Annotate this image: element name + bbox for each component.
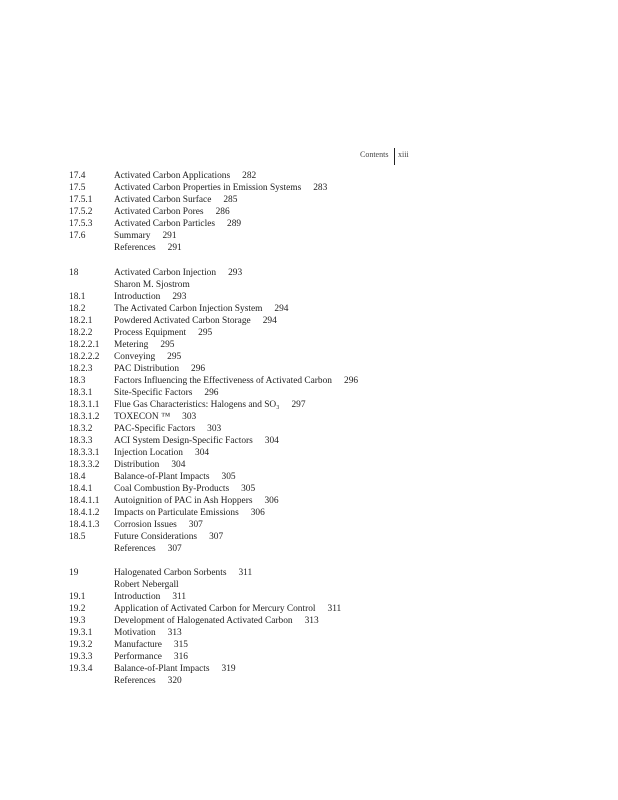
toc-entry-number: 18.3.3.1 [69,447,100,458]
toc-entry-number: 18.2 [69,303,86,314]
toc-entry [69,459,509,471]
toc-entry-title-text: Balance-of-Plant Impacts [114,664,210,674]
toc-entry-number: 17.5 [69,183,86,193]
toc-entry-title-text: Process Equipment [114,327,187,338]
toc-entry [69,471,509,483]
toc-entry-title [114,242,182,254]
toc-entry [69,339,509,351]
toc-entry-title-text: References [114,543,156,554]
section-spacer [69,254,509,267]
toc-entry-number: 17.5.3 [69,219,93,229]
toc-entry [69,519,509,531]
toc-entry-title-text: Powdered Activated Carbon Storage [114,315,251,326]
toc-entry-title-text: PAC-Specific Factors [114,423,196,434]
toc-entry [69,194,509,206]
toc-entry-title-text: References [114,676,156,686]
toc-entry-title [114,651,188,663]
toc-entry-title [114,615,319,627]
table-of-contents [69,170,509,687]
toc-entry-number: 18.4.1.2 [69,507,100,518]
toc-entry-number: 19.1 [69,592,86,602]
toc-entry-title-text: Performance [114,652,162,662]
toc-entry-page: 295 [160,339,175,350]
toc-entry-number: 18.2.1 [69,315,93,326]
toc-entry-number: 17.5.2 [69,207,93,217]
toc-entry-page: 313 [304,616,319,626]
toc-entry-title-text: Summary [114,231,151,241]
toc-entry-number: 18.2.2.2 [69,351,100,362]
toc-entry [69,303,509,315]
toc-entry-title-text: Coal Combustion By-Products [114,483,230,494]
toc-entry-title-text: Activated Carbon Pores [114,207,204,217]
toc-entry-page: 286 [215,207,230,217]
toc-entry-number: 18.4.1.3 [69,519,100,530]
toc-entry-page: 296 [204,387,219,398]
toc-entry [69,651,509,663]
toc-entry [69,170,509,182]
toc-entry-title [114,363,205,375]
toc-entry-title [114,543,182,555]
toc-entry [69,567,509,579]
toc-entry-title-text: Activated Carbon Injection [114,267,217,278]
toc-entry-page: 319 [221,664,236,674]
toc-entry-number: 17.5.1 [69,195,93,205]
toc-entry [69,591,509,603]
toc-entry-title-text: Activated Carbon Surface [114,195,212,205]
toc-entry-page: 304 [171,459,186,470]
toc-entry-title [114,279,202,291]
toc-entry-page: 303 [207,423,222,434]
toc-entry-number: 19.3.2 [69,640,93,650]
toc-entry-title-text: Impacts on Particulate Emissions [114,507,239,518]
toc-entry-title [114,531,223,543]
toc-entry [69,387,509,399]
toc-entry-title-text: Autoignition of PAC in Ash Hoppers [114,495,253,506]
toc-entry-title [114,182,327,194]
toc-entry-page: 303 [182,411,197,422]
toc-entry-title-text: Activated Carbon Properties in Emission Systems [114,183,302,193]
toc-entry [69,182,509,194]
toc-entry [69,663,509,675]
toc-entry-title-text: Balance-of-Plant Impacts [114,471,210,482]
toc-entry-page: 304 [264,435,279,446]
toc-entry-title-text: Factors Influencing the Effectiveness of Activated Carbon [114,375,332,386]
toc-entry [69,495,509,507]
toc-entry-title-text: Conveying [114,351,156,362]
toc-entry-title [114,387,218,399]
toc-entry [69,327,509,339]
toc-entry-number: 18.3.3.2 [69,459,100,470]
toc-entry-title-text: Motivation [114,628,156,638]
header-title: Contents [360,150,389,159]
toc-entry-title [114,435,279,447]
toc-entry [69,435,509,447]
toc-entry-title-text: PAC Distribution [114,363,180,374]
toc-entry-page: 285 [223,195,238,205]
toc-entry-title-text: References [114,243,156,253]
toc-entry-title-text: Flue Gas Characteristics: Halogens and SO₃ [114,399,280,410]
toc-entry-title [114,483,255,495]
toc-entry-title [114,459,185,471]
toc-entry-number: 17.6 [69,231,86,241]
toc-entry-title [114,194,237,206]
toc-entry-title-text: Introduction [114,592,161,602]
toc-entry-title [114,663,236,675]
toc-entry-title-text: Distribution [114,459,160,470]
toc-entry-page: 296 [344,375,359,386]
toc-entry [69,315,509,327]
toc-entry [69,507,509,519]
toc-entry-page: 291 [162,231,177,241]
toc-entry [69,543,509,555]
toc-entry-number: 17.4 [69,171,86,181]
toc-entry-page: 311 [327,604,342,614]
toc-entry-page: 283 [313,183,328,193]
toc-entry-number: 18.3.2 [69,423,93,434]
toc-entry-title [114,567,252,579]
toc-entry-page: 305 [241,483,256,494]
toc-entry [69,531,509,543]
toc-entry-title [114,579,191,591]
toc-entry-number: 18.4.1.1 [69,495,100,506]
toc-entry [69,483,509,495]
toc-entry-title [114,206,230,218]
toc-entry-number: 18.3 [69,375,86,386]
toc-entry [69,206,509,218]
toc-entry-title-text: TOXECON ™ [114,411,171,422]
toc-entry [69,279,509,291]
toc-entry [69,267,509,279]
toc-entry [69,627,509,639]
toc-entry-title-text: Sharon M. Sjostrom [114,279,190,290]
toc-entry-title-text: Injection Location [114,447,183,458]
toc-entry-page: 307 [209,531,224,542]
toc-entry-title-text: Introduction [114,291,161,302]
toc-entry-page: 304 [195,447,210,458]
toc-entry-title [114,375,358,387]
toc-entry-title [114,627,182,639]
toc-entry-page: 307 [188,519,203,530]
toc-entry-number: 18.1 [69,291,86,302]
toc-entry-title [114,411,196,423]
toc-entry-number: 18.3.1 [69,387,93,398]
toc-entry-number: 18.5 [69,531,86,542]
toc-entry-page: 313 [167,628,182,638]
toc-entry [69,399,509,411]
toc-entry [69,351,509,363]
toc-entry-page: 294 [262,315,277,326]
toc-entry [69,375,509,387]
toc-entry-title-text: The Activated Carbon Injection System [114,303,263,314]
toc-entry [69,423,509,435]
toc-entry-number: 18.2.2 [69,327,93,338]
toc-entry [69,242,509,254]
toc-entry-title [114,471,236,483]
toc-entry [69,218,509,230]
toc-entry-title [114,447,209,459]
toc-entry-page: 316 [173,652,188,662]
toc-entry-title [114,675,182,687]
toc-entry [69,675,509,687]
toc-entry-number: 18.2.2.1 [69,339,100,350]
toc-entry-title [114,507,265,519]
toc-entry-number: 19.3.3 [69,652,93,662]
toc-entry-title [114,495,279,507]
toc-entry-number: 18.4 [69,471,86,482]
toc-entry [69,447,509,459]
toc-entry-page: 297 [291,399,306,410]
toc-entry-title-text: Activated Carbon Applications [114,171,231,181]
toc-entry [69,230,509,242]
toc-entry-title [114,591,186,603]
toc-entry-number: 19.3.1 [69,628,93,638]
toc-entry-title [114,519,203,531]
toc-entry-page: 306 [264,495,279,506]
toc-entry-title [114,303,288,315]
toc-entry-page: 289 [227,219,242,229]
toc-entry-title [114,327,212,339]
toc-entry-page: 296 [191,363,206,374]
toc-entry-page: 282 [242,171,257,181]
toc-entry-page: 293 [172,291,187,302]
toc-entry-title-text: Application of Activated Carbon for Mercury Control [114,604,316,614]
toc-entry-title [114,218,241,230]
toc-entry [69,291,509,303]
toc-entry-number: 18.3.3 [69,435,93,446]
toc-entry-title [114,267,242,279]
section-spacer [69,555,509,568]
toc-entry-number: 19.3.4 [69,664,93,674]
toc-entry-title [114,399,306,411]
toc-entry-number: 19 [69,568,79,578]
toc-entry-page: 306 [250,507,265,518]
toc-entry-page: 295 [167,351,182,362]
toc-entry-number: 18 [69,267,79,278]
toc-entry-title [114,639,188,651]
toc-entry-number: 19.3 [69,616,86,626]
toc-entry-title-text: Development of Halogenated Activated Carbon [114,616,293,626]
toc-entry [69,615,509,627]
toc-entry [69,363,509,375]
toc-entry-title [114,291,186,303]
toc-entry-page: 291 [167,243,182,253]
toc-entry-number: 18.4.1 [69,483,93,494]
toc-entry-title-text: Robert Nebergall [114,580,179,590]
toc-entry [69,579,509,591]
toc-entry-title [114,230,177,242]
toc-entry-page: 305 [221,471,236,482]
toc-entry-number: 18.3.1.1 [69,399,100,410]
running-header [360,150,409,159]
toc-entry-number: 18.3.1.2 [69,411,100,422]
toc-entry-title-text: Future Considerations [114,531,198,542]
toc-entry-title [114,423,221,435]
toc-entry [69,411,509,423]
toc-entry-page: 320 [167,676,182,686]
toc-entry [69,603,509,615]
toc-entry [69,639,509,651]
toc-entry-title [114,339,174,351]
toc-entry-title-text: Metering [114,339,149,350]
toc-entry-number: 19.2 [69,604,86,614]
toc-entry-page: 307 [167,543,182,554]
toc-entry-page: 315 [173,640,188,650]
toc-entry-title [114,170,256,182]
toc-entry-title [114,603,341,615]
toc-entry-title-text: Manufacture [114,640,162,650]
toc-entry-title-text: Site-Specific Factors [114,387,193,398]
toc-entry-title [114,315,277,327]
toc-entry-title-text: Halogenated Carbon Sorbents [114,568,227,578]
header-page-number: xiii [398,150,409,159]
header-divider [394,148,395,165]
toc-entry-page: 311 [238,568,253,578]
toc-entry-title-text: Corrosion Issues [114,519,177,530]
toc-entry-page: 294 [274,303,289,314]
toc-entry-number: 18.2.3 [69,363,93,374]
toc-entry-title [114,351,181,363]
toc-entry-title-text: ACI System Design-Specific Factors [114,435,253,446]
toc-entry-page: 295 [198,327,213,338]
toc-entry-page: 311 [172,592,187,602]
toc-entry-title-text: Activated Carbon Particles [114,219,216,229]
toc-entry-page: 293 [228,267,243,278]
